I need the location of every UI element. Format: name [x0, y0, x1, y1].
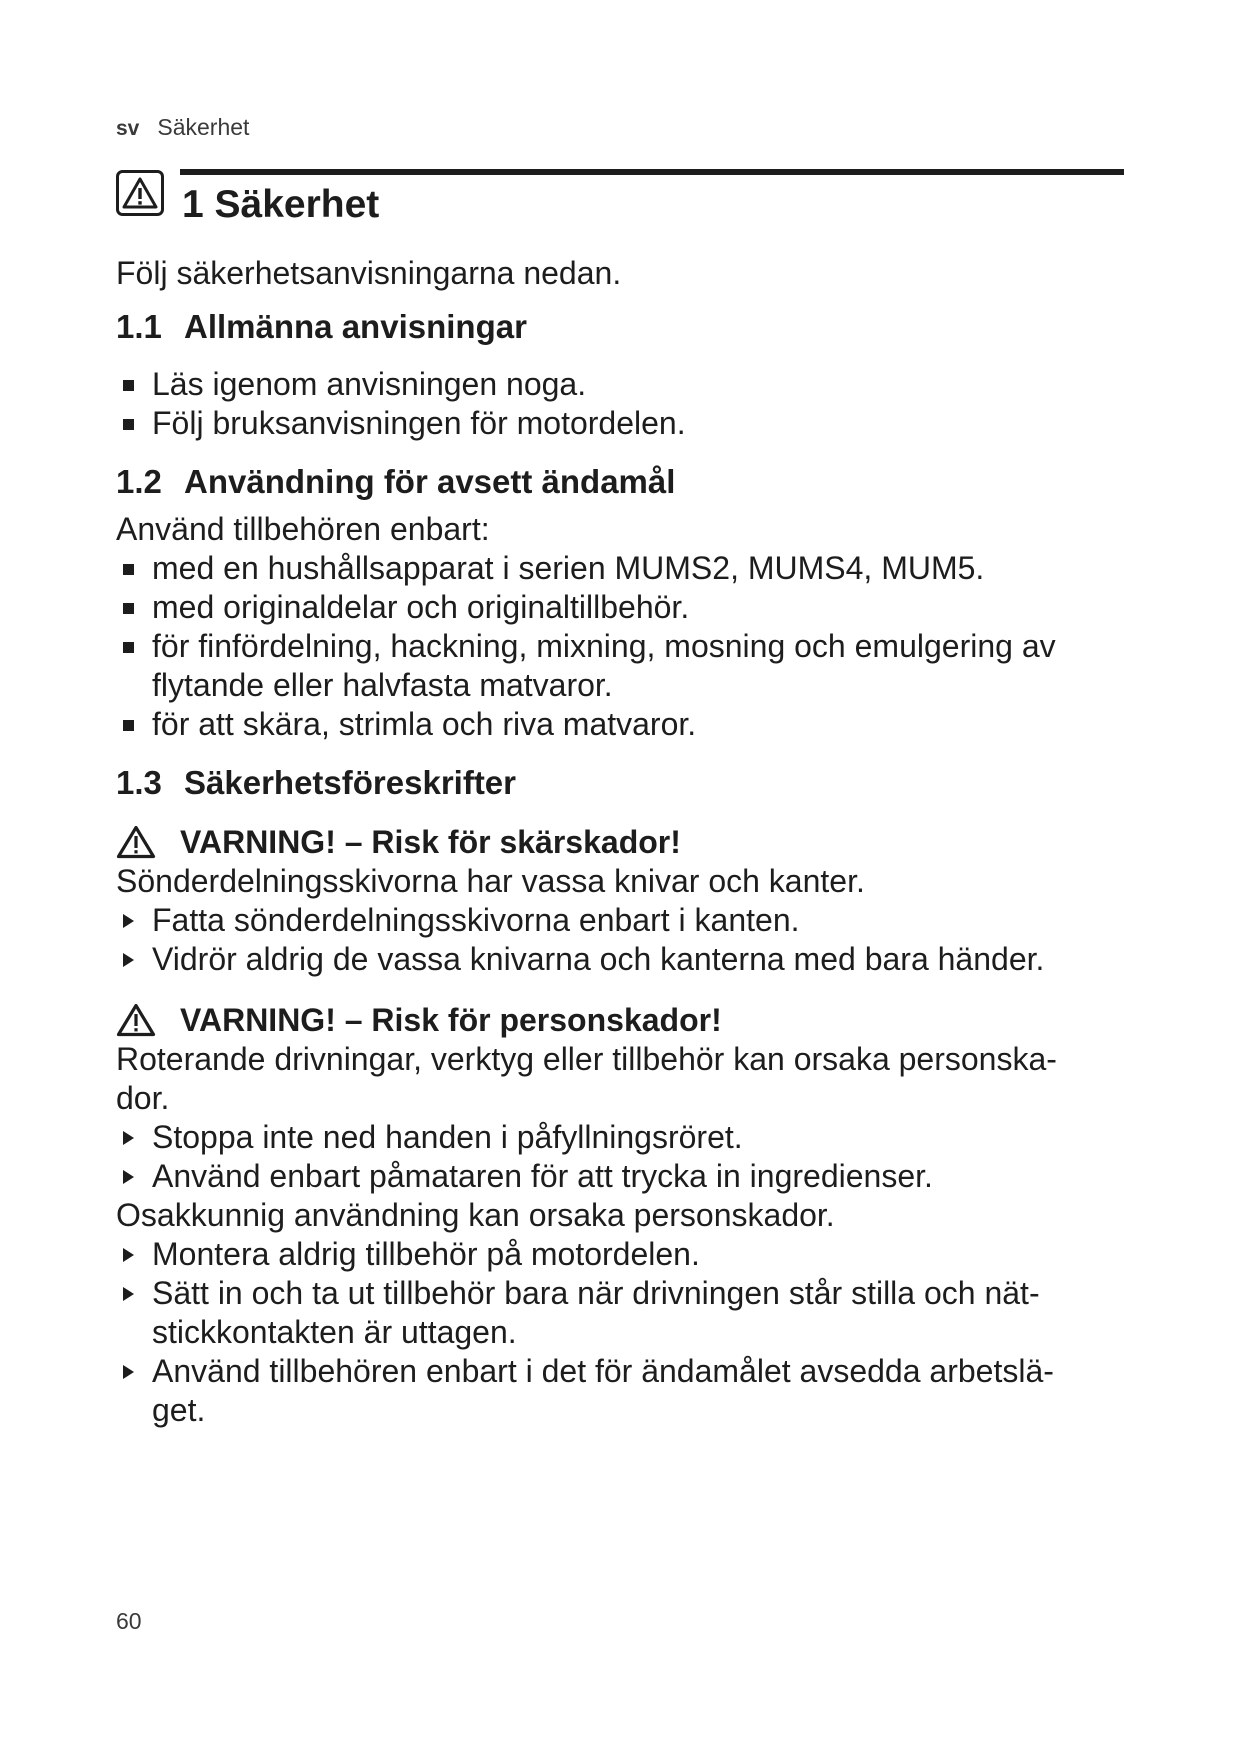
intended-use-lead: Använd tillbehören enbart: [116, 511, 490, 547]
list-item-line: för finfördelning, hackning, mixning, mosning och emulgering av [152, 628, 1056, 664]
action-item-line: Använd tillbehören enbart i det för ändamålet avsedda arbetslä- [152, 1353, 1054, 1389]
action-item [116, 1352, 1126, 1430]
list-item: för att skära, strimla och riva matvaror. [116, 705, 1126, 744]
warning-actions-list [116, 1118, 1126, 1196]
warning-triangle-icon [116, 1003, 156, 1037]
warning-triangle-icon [116, 825, 156, 859]
list-item-line: flytande eller halvfasta matvaror. [152, 667, 613, 703]
section-title: Säkerhetsföreskrifter [184, 764, 516, 801]
warning-text-line: dor. [116, 1080, 170, 1116]
list-item: Läs igenom anvisningen noga. [116, 365, 1126, 404]
section-number: 1.3 [116, 764, 162, 801]
content [116, 254, 1126, 1430]
page-number: 60 [116, 1608, 142, 1634]
action-item-line: get. [152, 1392, 206, 1428]
action-item: Montera aldrig tillbehör på motordelen. [116, 1235, 1126, 1274]
section-heading-1-2 [116, 462, 1126, 502]
warning-title-cut [116, 823, 1126, 862]
list-item: Följ bruksanvisningen för motordelen. [116, 404, 1126, 443]
list-item: med originaldelar och originaltillbehör. [116, 588, 1126, 627]
chapter-rule [180, 169, 1124, 175]
warning-actions-list [116, 1235, 1126, 1430]
section-heading-1-1 [116, 307, 1126, 347]
warning-title-text: VARNING! – Risk för skärskador! [180, 824, 681, 860]
action-item [116, 1274, 1126, 1352]
section-heading-1-3 [116, 763, 1126, 803]
running-header-section: Säkerhet [157, 114, 250, 140]
chapter-title: 1 Säkerhet [182, 183, 380, 226]
action-item: Vidrör aldrig de vassa knivarna och kanterna med bara händer. [116, 940, 1126, 979]
warning-actions-list [116, 901, 1126, 979]
warning-text: Sönderdelningsskivorna har vassa knivar och kanter. [116, 863, 865, 899]
action-item-line: Sätt in och ta ut tillbehör bara när drivningen står stilla och nät- [152, 1275, 1040, 1311]
list-item: med en hushållsapparat i serien MUMS2, MUMS4, MUM5. [116, 549, 1126, 588]
general-instructions-list [116, 365, 1126, 443]
running-header [116, 114, 249, 141]
section-title: Användning för avsett ändamål [184, 463, 676, 500]
action-item: Stoppa inte ned handen i påfyllningsröret. [116, 1118, 1126, 1157]
action-item: Använd enbart påmataren för att trycka in ingredienser. [116, 1157, 1126, 1196]
list-item [116, 627, 1126, 705]
warning-text: Osakkunnig användning kan orsaka personskador. [116, 1197, 835, 1233]
action-item: Fatta sönderdelningsskivorna enbart i kanten. [116, 901, 1126, 940]
warning-title-injury [116, 1001, 1126, 1040]
intended-use-list [116, 549, 1126, 744]
section-number: 1.1 [116, 308, 162, 345]
intro-text: Följ säkerhetsanvisningarna nedan. [116, 255, 622, 291]
section-title: Allmänna anvisningar [184, 308, 527, 345]
action-item-line: stickkontakten är uttagen. [152, 1314, 517, 1350]
warning-text-line: Roterande drivningar, verktyg eller tillbehör kan orsaka personska- [116, 1041, 1057, 1077]
warning-title-text: VARNING! – Risk för personskador! [180, 1002, 722, 1038]
warning-triangle-boxed-icon [116, 170, 164, 216]
section-number: 1.2 [116, 463, 162, 500]
language-code: sv [116, 117, 140, 140]
